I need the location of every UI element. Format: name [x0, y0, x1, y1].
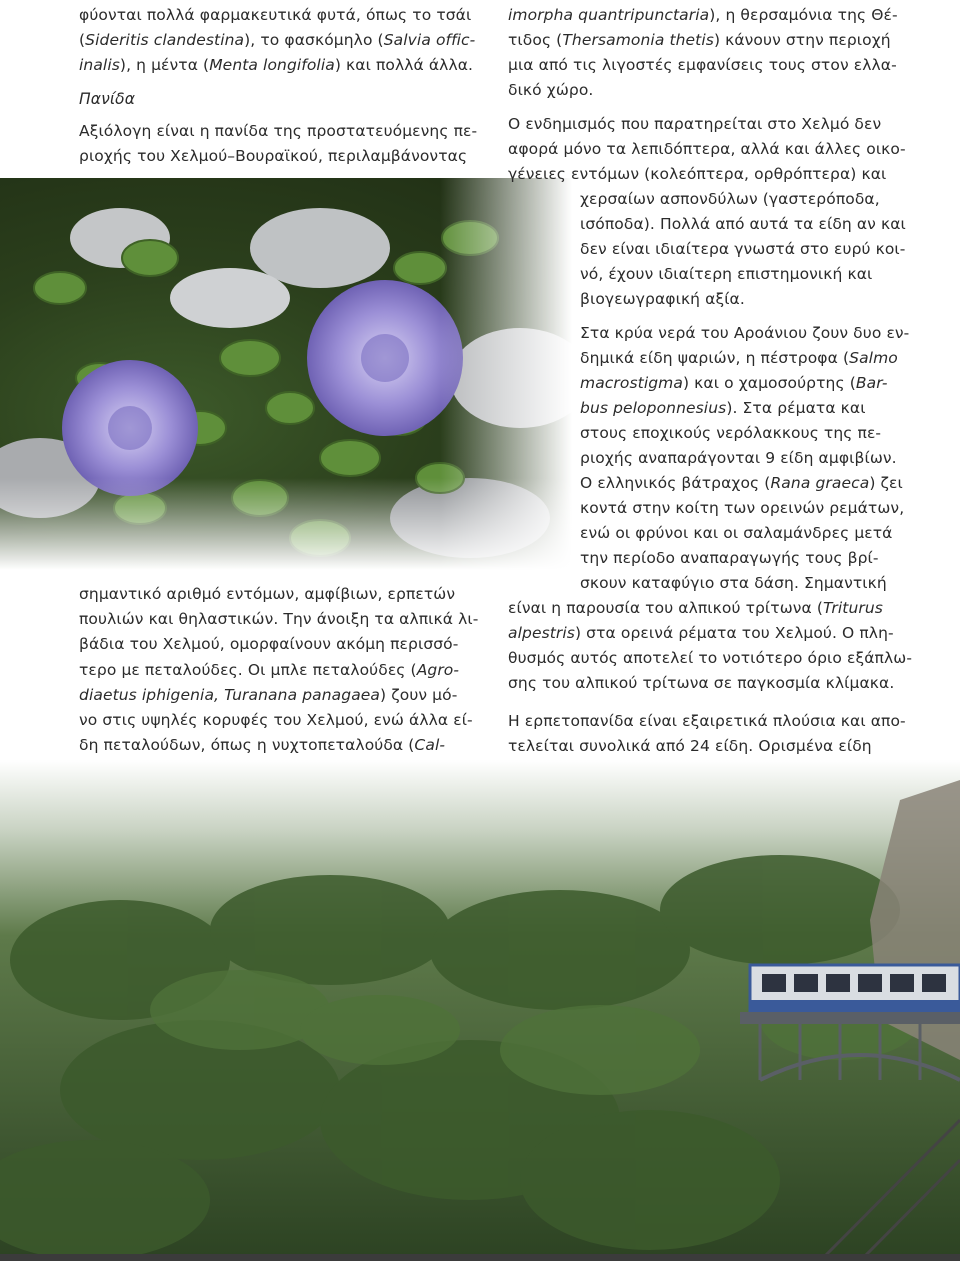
text-line: την περίοδο αναπαραγωγής τους βρί- [580, 549, 879, 567]
text-line: είναι η παρουσία του αλπικού τρίτωνα (Triturus [508, 599, 883, 617]
text-line: τερο με πεταλούδες. Οι μπλε πεταλούδες (Agro- [79, 661, 460, 679]
text-line: ενώ οι φρύνοι και οι σαλαμάνδρες μετά [580, 524, 893, 542]
text-line: δη πεταλούδων, όπως η νυχτοπεταλούδα (Cal- [79, 736, 446, 754]
text-line: αφορά μόνο τα λεπιδόπτερα, αλλά και άλλες οικο- [508, 140, 906, 158]
text-line: δεν είναι ιδιαίτερα γνωστά στο ευρύ κοι- [580, 240, 906, 258]
text-line: χερσαίων ασπονδύλων (γαστερόποδα, [580, 190, 880, 208]
text-line: τιδος (Thersamonia thetis) κάνουν στην περιοχή [508, 31, 891, 49]
text-line: diaetus iphigenia, Turanana panagaea) ζουν μό- [79, 686, 458, 704]
text-line: bus peloponnesius). Στα ρέματα και [580, 399, 866, 417]
landscape-photo [0, 760, 960, 1261]
text-line: μια από τις λιγοστές εμφανίσεις τους στον ελλα- [508, 56, 897, 74]
text-line: στους εποχικούς νερόλακκους της πε- [580, 424, 882, 442]
text-line: γένειες εντόμων (κολεόπτερα, ορθρόπτερα) και [508, 165, 887, 183]
section-heading: Πανίδα [79, 90, 136, 108]
text-line: σκουν καταφύγιο στα δάση. Σημαντική [580, 574, 887, 592]
text-line: alpestris) στα ορεινά ρέματα του Χελμού. Ο πλη- [508, 624, 894, 642]
flower-photo [0, 178, 572, 570]
text-line: inalis), η μέντα (Menta longifolia) και πολλά άλλα. [79, 56, 474, 74]
text-line: σημαντικό αριθμό εντόμων, αμφίβιων, ερπετών [79, 585, 456, 603]
text-line: Στα κρύα νερά του Αροάνιου ζουν δυο εν- [580, 324, 910, 342]
text-line: τελείται συνολικά από 24 είδη. Ορισμένα είδη [508, 737, 872, 755]
text-line: φύονται πολλά φαρμακευτικά φυτά, όπως το τσάι [79, 6, 472, 24]
text-line: δημικά είδη ψαριών, η πέστροφα (Salmo [580, 349, 898, 367]
text-line: βιογεωγραφική αξία. [580, 290, 745, 308]
text-line: Αξιόλογη είναι η πανίδα της προστατευόμενης πε- [79, 122, 478, 140]
text-line: κοντά στην κοίτη των ορεινών ρεμάτων, [580, 499, 905, 517]
text-line: νο στις υψηλές κορυφές του Χελμού, ενώ άλλα εί- [79, 711, 473, 729]
text-line: θυσμός αυτός αποτελεί το νοτιότερο όριο εξάπλω- [508, 649, 913, 667]
text-line: macrostigma) και ο χαμοσούρτης (Bar- [580, 374, 888, 392]
text-line: νό, έχουν ιδιαίτερη επιστημονική και [580, 265, 873, 283]
text-line: Η ερπετοπανίδα είναι εξαιρετικά πλούσια και απο- [508, 712, 906, 730]
text-line: imorpha quantripunctaria), η θερσαμόνια της Θέ- [508, 6, 898, 24]
text-line: βάδια του Χελμού, ομορφαίνουν ακόμη περισσό- [79, 635, 459, 653]
text-line: δικό χώρο. [508, 81, 594, 99]
text-line: Ο ενδημισμός που παρατηρείται στο Χελμό δεν [508, 115, 882, 133]
text-line: ριοχής του Χελμού–Βουραϊκού, περιλαμβάνοντας [79, 147, 468, 165]
text-line: πουλιών και θηλαστικών. Την άνοιξη τα αλπικά λι- [79, 610, 479, 628]
text-line: σης του αλπικού τρίτωνα σε παγκοσμία κλίμακα. [508, 674, 895, 692]
text-line: Ο ελληνικός βάτραχος (Rana graeca) ζει [580, 474, 903, 492]
text-line: ριοχής αναπαράγονται 9 είδη αμφιβίων. [580, 449, 897, 467]
text-line: (Sideritis clandestina), το φασκόμηλο (Salvia offic- [79, 31, 476, 49]
text-line: ισόποδα). Πολλά από αυτά τα είδη αν και [580, 215, 906, 233]
